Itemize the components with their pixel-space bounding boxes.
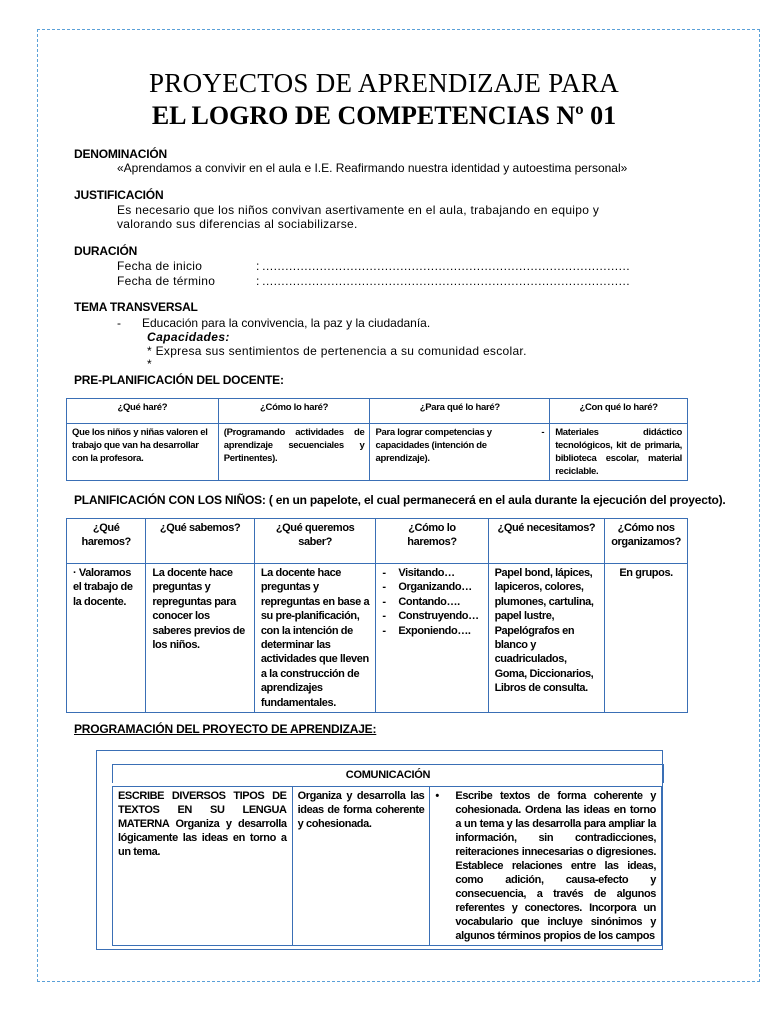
fecha-inicio-label: Fecha de inicio bbox=[117, 259, 203, 273]
preplan-header-cell: ¿Cómo lo haré? bbox=[218, 399, 370, 424]
plan-cell-que-haremos: · Valoramos el trabajo de la docente. bbox=[67, 564, 146, 713]
plan-header-cell: ¿Qué queremos saber? bbox=[254, 519, 376, 564]
bullet-icon: • bbox=[435, 790, 439, 802]
tema-item: Educación para la convivencia, la paz y la ciudadanía. bbox=[142, 316, 431, 330]
preplan-cell-como: (Programando actividades de aprendizaje secuenciales y Pertinentes). bbox=[218, 424, 370, 481]
plan-header-cell: ¿Qué haremos? bbox=[67, 519, 146, 564]
list-item: - Visitando… bbox=[382, 566, 481, 580]
preplan-table bbox=[66, 398, 688, 481]
justificacion-heading: JUSTIFICACIÓN bbox=[74, 188, 164, 202]
preplan-cell-con-que: Materiales didáctico tecnológicos, kit de primaria, biblioteca escolar, material reciclable. bbox=[550, 424, 688, 481]
plan-cell-como-haremos bbox=[376, 564, 488, 713]
plan-header-cell: ¿Qué sabemos? bbox=[146, 519, 254, 564]
list-item: - Organizando… bbox=[382, 580, 481, 594]
preplan-header-row bbox=[67, 399, 688, 424]
desempeno-cell bbox=[430, 787, 662, 946]
justificacion-line-1: Es necesario que los niños convivan asertivamente en el aula, trabajando en equipo y bbox=[117, 203, 600, 217]
preplan-row bbox=[67, 424, 688, 481]
title-line-2: EL LOGRO DE COMPETENCIAS Nº 01 bbox=[151, 101, 617, 130]
plan-heading: PLANIFICACIÓN CON LOS NIÑOS: ( en un papelote, el cual permanecerá en el aula durante la ejecución del proyecto). bbox=[74, 493, 726, 507]
preplan-cell-que: Que los niños y niñas valoren el trabajo que van ha desarrollar con la profesora. bbox=[67, 424, 219, 481]
preplan-para-que-text: Para lograr competencias y capacidades (intención de aprendizaje). bbox=[375, 427, 492, 464]
plan-cell-que-queremos: La docente hace preguntas y repreguntas en base a su pre-planificación, con la intención de determinar las actividades que lleven a la construcción de aprendizajes fundamentales. bbox=[254, 564, 376, 713]
desempeno-text: Escribe textos de forma coherente y cohesionada. Ordena las ideas en torno a un tema y las desarrolla para ampliar la información, sin contradicciones, reiteraciones innecesarias o digresiones. Establece relaciones entre las ideas, como adición, causa-efecto y consecuencia, a través de algunos referentes y conectores. Incorpora un vocabulario que incluye sinónimos y algunos términos propios de los campos bbox=[455, 790, 656, 942]
fecha-termino-value: : …………………………………………………………………………………… bbox=[256, 274, 630, 288]
plan-header-cell: ¿Qué necesitamos? bbox=[488, 519, 605, 564]
preplan-cell-para-que bbox=[370, 424, 550, 481]
fecha-termino-label: Fecha de término bbox=[117, 274, 216, 288]
list-item: - Exponiendo…. bbox=[382, 624, 481, 638]
plan-table bbox=[66, 518, 688, 713]
plan-row bbox=[67, 564, 688, 713]
area-comunicacion: COMUNICACIÓN bbox=[112, 764, 664, 783]
fecha-inicio-value: : …………………………………………………………………………………… bbox=[256, 259, 630, 273]
plan-header-cell: ¿Cómo nos organizamos? bbox=[605, 519, 688, 564]
preplan-heading: PRE-PLANIFICACIÓN DEL DOCENTE: bbox=[74, 373, 284, 387]
plan-cell-organizamos: En grupos. bbox=[605, 564, 688, 713]
preplan-header-cell: ¿Qué haré? bbox=[67, 399, 219, 424]
tema-bullet: - bbox=[117, 316, 121, 330]
programacion-heading: PROGRAMACIÓN DEL PROYECTO DE APRENDIZAJE: bbox=[74, 722, 377, 736]
programacion-table bbox=[112, 786, 662, 946]
capacidades-label: Capacidades: bbox=[147, 330, 230, 344]
plan-header-row bbox=[67, 519, 688, 564]
competencia-cell: ESCRIBE DIVERSOS TIPOS DE TEXTOS EN SU LENGUA MATERNA Organiza y desarrolla lógicamente las ideas en torno a un tema. bbox=[113, 787, 293, 946]
list-item: - Construyendo… bbox=[382, 609, 481, 623]
duracion-heading: DURACIÓN bbox=[74, 244, 138, 258]
programacion-row bbox=[113, 787, 662, 946]
capacidad-1: * Expresa sus sentimientos de pertenencia a su comunidad escolar. bbox=[147, 344, 527, 358]
plan-cell-que-necesitamos: Papel bond, lápices, lapiceros, colores, plumones, cartulina, papel lustre, Papelógrafos en blanco y cuadriculados, Goma, Diccionarios, Libros de consulta. bbox=[488, 564, 605, 713]
denominacion-text: «Aprendamos a convivir en el aula e I.E. Reafirmando nuestra identidad y autoestima personal» bbox=[117, 161, 628, 175]
list-item: - Contando…. bbox=[382, 595, 481, 609]
preplan-header-cell: ¿Con qué lo haré? bbox=[550, 399, 688, 424]
title-line-1: PROYECTOS DE APRENDIZAJE PARA bbox=[148, 68, 620, 98]
plan-cell-que-sabemos: La docente hace preguntas y repreguntas para conocer los saberes previos de los niños. bbox=[146, 564, 254, 713]
justificacion-line-2: valorando sus diferencias al sociabilizarse. bbox=[117, 217, 358, 231]
plan-header-cell: ¿Cómo lo haremos? bbox=[376, 519, 488, 564]
tema-heading: TEMA TRANSVERSAL bbox=[74, 300, 198, 314]
preplan-header-cell: ¿Para qué lo haré? bbox=[370, 399, 550, 424]
denominacion-heading: DENOMINACIÓN bbox=[74, 147, 167, 161]
capacidad-cell: Organiza y desarrolla las ideas de forma coherente y cohesionada. bbox=[292, 787, 430, 946]
preplan-dash: - bbox=[541, 427, 545, 438]
capacidad-2: * bbox=[147, 357, 152, 371]
